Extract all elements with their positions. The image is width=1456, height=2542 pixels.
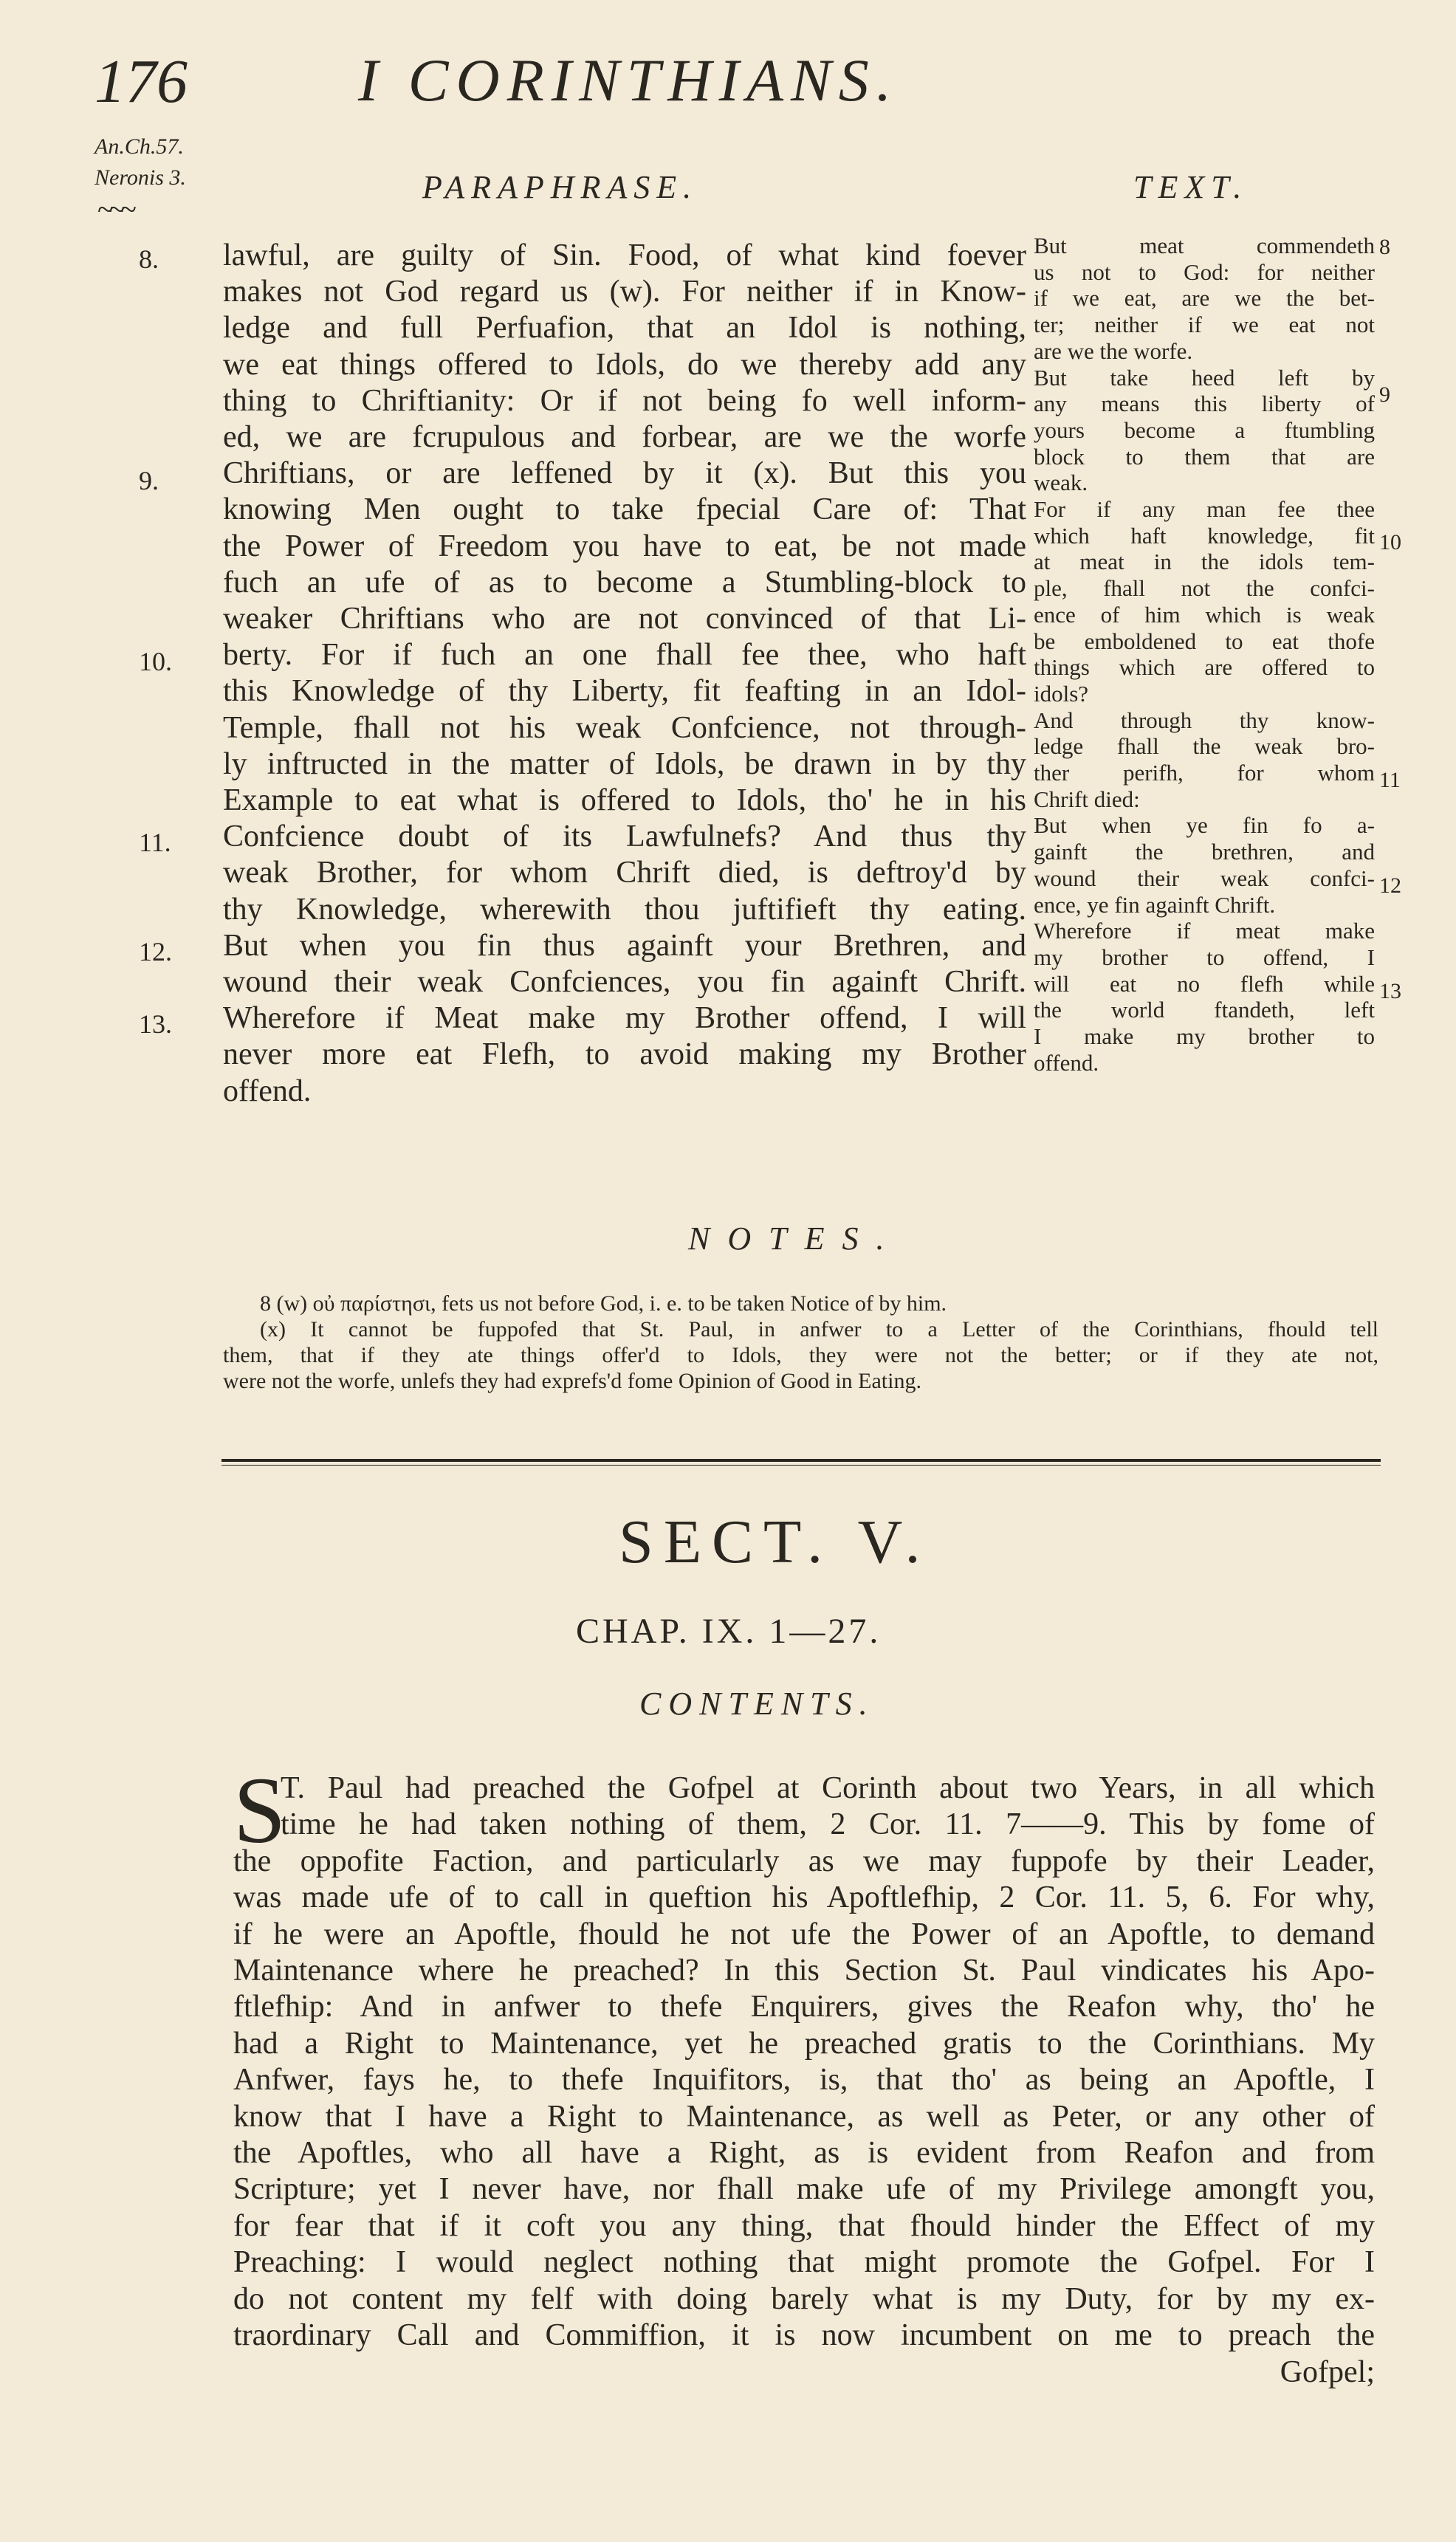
paraphrase-line: lawful, are guilty of Sin. Food, of what kind foever — [223, 238, 1026, 272]
section-divider-thin — [222, 1465, 1381, 1466]
text-line: things which are offered to — [1034, 654, 1375, 681]
paraphrase-line: wound their weak Confciences, you fin againft Chrift. — [223, 965, 1026, 1000]
text-line: gainft the brethren, and — [1034, 839, 1375, 865]
contents-line: the Apoftles, who all have a Right, as is evident from Reafon and from — [233, 2136, 1375, 2171]
text-line: But when ye fin fo a- — [1034, 812, 1375, 839]
catchword: Gofpel; — [1280, 2354, 1375, 2389]
text-line: be emboldened to eat thofe — [1034, 628, 1375, 654]
text-line: yours become a ftumbling — [1034, 416, 1375, 443]
contents-line: if he were an Apoftle, fhould he not ufe the Power of an Apoftle, to demand — [233, 1917, 1375, 1951]
paraphrase-line: berty. For if fuch an one fhall fee thee, who haft — [223, 638, 1026, 673]
contents-line: time he had taken nothing of them, 2 Cor. 11. 7——9. This by fome of — [281, 1807, 1375, 1842]
text-column — [1034, 233, 1375, 1076]
notes-heading: NOTES. — [688, 1220, 902, 1257]
text-line: And through thy know- — [1034, 707, 1375, 733]
paraphrase-line: Chriftians, or are leffened by it (x). But this you — [223, 456, 1026, 491]
page-number: 176 — [95, 47, 188, 116]
note-line: were not the worfe, unlefs they had exprefs'd fome Opinion of Good in Eating. — [223, 1369, 921, 1393]
text-line: if we eat, are we the bet- — [1034, 285, 1375, 312]
paraphrase-line: thy Knowledge, wherewith thou juftifieft thy eating. — [223, 892, 1026, 927]
verse-number: 11. — [139, 828, 171, 857]
contents-line: Scripture; yet I never have, nor fhall make ufe of my Privilege amongft you, — [233, 2172, 1375, 2207]
verse-number: 10. — [139, 647, 172, 676]
paraphrase-line: we eat things offered to Idols, do we thereby add any — [223, 347, 1026, 382]
contents-heading: CONTENTS. — [639, 1686, 875, 1722]
text-line: the world ftandeth, left — [1034, 997, 1375, 1023]
text-line: For if any man fee thee — [1034, 496, 1375, 523]
text-verse-number: 9 — [1379, 382, 1390, 407]
contents-body — [233, 1770, 1375, 2391]
paraphrase-line: fuch an ufe of as to become a Stumbling-block to — [223, 565, 1026, 600]
verse-number: 9. — [139, 466, 159, 495]
margin-date — [95, 131, 186, 193]
note-line: 8 (w) οὐ παρίστησι, fets us not before God, i. e. to be taken Notice of by him. — [260, 1291, 947, 1316]
text-line: ence, ye fin againft Chrift. — [1034, 891, 1276, 918]
drop-cap: S — [233, 1758, 286, 1863]
margin-date-year: An.Ch.57. — [95, 134, 184, 159]
text-verse-number: 11 — [1379, 768, 1401, 792]
text-line: ledge fhall the weak bro- — [1034, 733, 1375, 760]
contents-line: Maintenance where he preached? In this Section St. Paul vindicates his Apo- — [233, 1954, 1375, 1988]
paraphrase-line: ly inftructed in the matter of Idols, be drawn in by thy — [223, 746, 1026, 781]
paraphrase-line: makes not God regard us (w). For neither if in Know- — [223, 275, 1026, 309]
paraphrase-line: this Knowledge of thy Liberty, fit feafting in an Idol- — [223, 674, 1026, 709]
paraphrase-line: Example to eat what is offered to Idols, tho' he in his — [223, 783, 1026, 818]
paraphrase-line: ed, we are fcrupulous and forbear, are we the worfe — [223, 420, 1026, 455]
paraphrase-line: knowing Men ought to take fpecial Care of: That — [223, 492, 1026, 527]
paraphrase-line: weaker Chriftians who are not convinced of that Li- — [223, 602, 1026, 636]
paraphrase-line: never more eat Flefh, to avoid making my Brother — [223, 1037, 1026, 1072]
section-title: SECT. V. — [619, 1508, 931, 1576]
running-title: I CORINTHIANS. — [358, 47, 899, 114]
ornament-icon: ~~~ — [97, 193, 132, 226]
paraphrase-heading: PARAPHRASE. — [422, 169, 698, 205]
contents-line: had a Right to Maintenance, yet he preached gratis to the Corinthians. My — [233, 2026, 1375, 2061]
text-line: will eat no flefh while — [1034, 970, 1375, 997]
section-divider — [222, 1459, 1381, 1462]
text-line: offend. — [1034, 1049, 1099, 1076]
contents-line: know that I have a Right to Maintenance, as well as Peter, or any other of — [233, 2099, 1375, 2134]
verse-number: 13. — [139, 1009, 172, 1039]
text-line: ence of him which is weak — [1034, 601, 1375, 628]
notes-body — [223, 1291, 1378, 1394]
paraphrase-line: weak Brother, for whom Chrift died, is deftroy'd by — [223, 856, 1026, 890]
text-verse-number: 10 — [1379, 530, 1401, 554]
note-line: (x) It cannot be fuppofed that St. Paul, in anfwer to a Letter of the Corinthians, fhould tell — [260, 1317, 1378, 1342]
text-line: Chrift died: — [1034, 786, 1140, 812]
text-line: us not to God: for neither — [1034, 258, 1375, 285]
contents-line: Preaching: I would neglect nothing that might promote the Gofpel. For I — [233, 2245, 1375, 2280]
text-line: ple, fhall not the confci- — [1034, 575, 1375, 602]
contents-line: do not content my felf with doing barely what is my Duty, for by my ex- — [233, 2281, 1375, 2316]
chapter-reference: CHAP. IX. 1—27. — [576, 1612, 882, 1651]
paraphrase-line: But when you fin thus againft your Brethren, and — [223, 928, 1026, 963]
text-line: I make my brother to — [1034, 1023, 1375, 1050]
text-line: ter; neither if we eat not — [1034, 312, 1375, 338]
verse-number: 8. — [139, 244, 159, 274]
text-line: But take heed left by — [1034, 364, 1375, 391]
note-line: them, that if they ate things offer'd to Idols, they were not the better; or if they ate not, — [223, 1343, 1378, 1367]
text-line: wound their weak confci- — [1034, 865, 1375, 891]
contents-line: Anfwer, fays he, to thefe Inquifitors, is, that tho' as being an Apoftle, I — [233, 2063, 1375, 2098]
text-line: at meat in the idols tem- — [1034, 549, 1375, 575]
text-verse-number: 8 — [1379, 235, 1390, 259]
contents-line: was made ufe of to call in queftion his Apoftlefhip, 2 Cor. 11. 5, 6. For why, — [233, 1880, 1375, 1915]
margin-date-reign: Neronis 3. — [95, 165, 186, 190]
text-line: ther perifh, for whom — [1034, 760, 1375, 786]
text-verse-number: 13 — [1379, 979, 1401, 1003]
contents-line: T. Paul had preached the Gofpel at Corinth about two Years, in all which — [281, 1771, 1375, 1805]
paraphrase-line: Temple, fhall not his weak Confcience, not through- — [223, 710, 1026, 745]
text-line: weak. — [1034, 470, 1088, 496]
text-line: block to them that are — [1034, 443, 1375, 470]
paraphrase-line: Wherefore if Meat make my Brother offend, I will — [223, 1001, 1026, 1036]
contents-line: traordinary Call and Commiffion, it is now incumbent on me to preach the — [233, 2318, 1375, 2353]
paraphrase-line: thing to Chriftianity: Or if not being fo well inform- — [223, 383, 1026, 418]
paraphrase-line: offend. — [223, 1074, 312, 1108]
contents-line: ftlefhip: And in anfwer to thefe Enquirers, gives the Reafon why, tho' he — [233, 1990, 1375, 2024]
text-line: which haft knowledge, fit — [1034, 522, 1375, 549]
contents-line: the oppofite Faction, and particularly as we may fuppofe by their Leader, — [233, 1844, 1375, 1878]
paraphrase-column — [223, 238, 1026, 1110]
paraphrase-line: Confcience doubt of its Lawfulnefs? And thus thy — [223, 820, 1026, 854]
paraphrase-line: the Power of Freedom you have to eat, be not made — [223, 529, 1026, 563]
text-heading: TEXT. — [1133, 169, 1249, 205]
text-line: any means this liberty of — [1034, 391, 1375, 417]
text-line: idols? — [1034, 680, 1089, 707]
paraphrase-line: ledge and full Perfuafion, that an Idol is nothing, — [223, 311, 1026, 346]
verse-number: 12. — [139, 937, 172, 966]
text-line: are we the worfe. — [1034, 337, 1193, 364]
contents-line: for fear that if it coft you any thing, that fhould hinder the Effect of my — [233, 2208, 1375, 2243]
text-line: Wherefore if meat make — [1034, 918, 1375, 944]
text-line: But meat commendeth — [1034, 233, 1375, 258]
text-line: my brother to offend, I — [1034, 944, 1375, 970]
text-verse-number: 12 — [1379, 873, 1401, 898]
